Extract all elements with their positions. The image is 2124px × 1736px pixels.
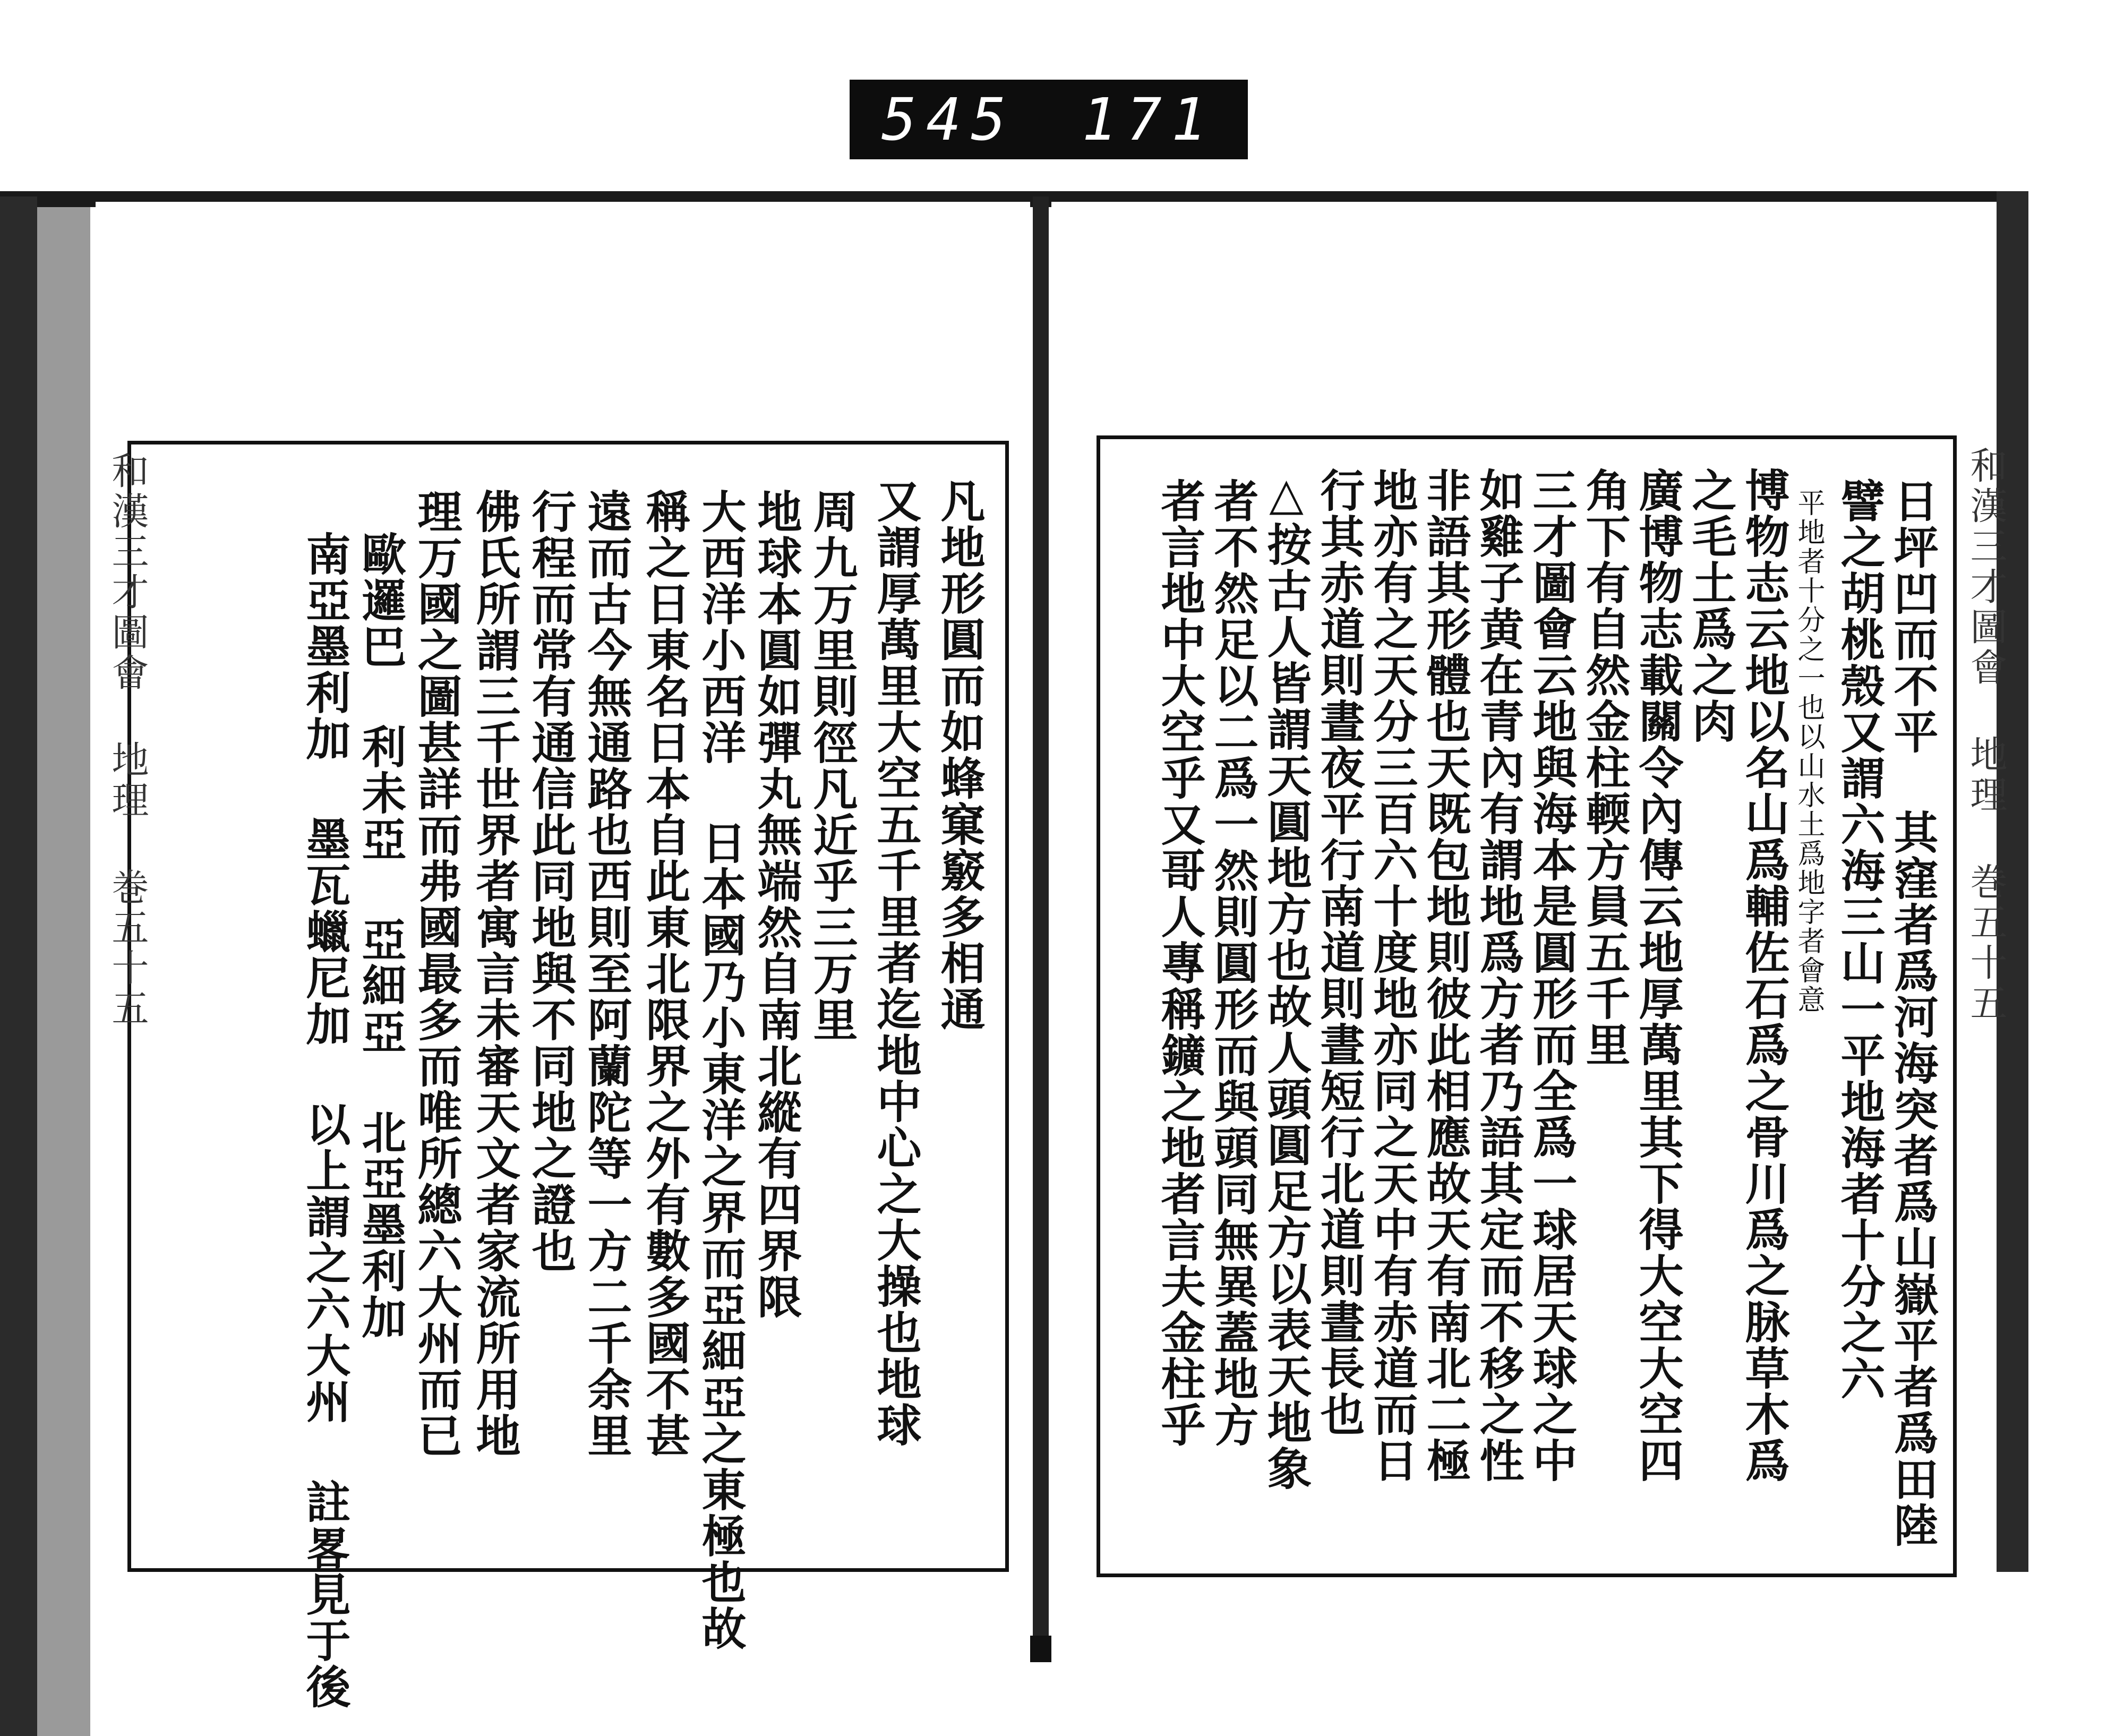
catalog-number-right: 171 — [1082, 85, 1216, 153]
right-col-15: 者言地中大空乎又哥人專稱鑛之地者言夫金柱乎 — [1154, 478, 1206, 1448]
left-page — [96, 202, 1030, 1710]
right-page-header: 和漢三才圖會 地理 巻五十五 — [1964, 446, 2008, 1024]
right-col-1: 日坪凹而不平 其窪者爲河海突者爲山嶽平者爲田陸 — [1887, 478, 1939, 1549]
right-page — [1051, 202, 2008, 1662]
left-col-1: 凡地形圓而如蜂窠竅多相通 — [933, 478, 986, 1032]
right-col-12: 行其赤道則晝夜平行南道則晝短行北道則晝長也 — [1313, 467, 1366, 1438]
right-col-4: 博物志云地以名山爲輔佐石爲之骨川爲之脉草木爲 — [1738, 467, 1791, 1484]
left-col-3: 周九万里則徑凡近乎三万里 — [806, 489, 859, 1043]
right-col-9: 如雞子黄在青內有謂地爲方者乃語其定而不移之性 — [1472, 467, 1525, 1484]
catalog-number-left: 545 — [881, 85, 1016, 153]
left-col-6: 稱之日東名日本自此東北限界之外有數多國不甚 — [639, 489, 691, 1459]
right-col-5: 之毛土爲之肉 — [1685, 467, 1737, 745]
left-col-10: 理万國之圖甚詳而弗國最多而唯所總六大州而已 — [410, 489, 463, 1459]
right-col-10: 非語其形體也天既包地則彼此相應故天有南北二極 — [1419, 467, 1472, 1484]
left-col-7: 遠而古今無通路也西則至阿蘭陀等一方二千余里 — [580, 489, 633, 1459]
left-col-11: 歐邏巴 利未亞 亞細亞 北亞墨利加 — [355, 531, 407, 1340]
right-col-7: 角下有自然金柱輭方員五千里 — [1579, 467, 1631, 1068]
left-col-8: 行程而常有通信此同地與不同地之證也 — [525, 489, 577, 1274]
right-col-11: 地亦有之天分三百六十度地亦同之天中有赤道而日 — [1366, 467, 1419, 1484]
left-col-12: 南亞墨利加 墨瓦蠟尼加 以上謂之六大州 註畧見于後 — [299, 531, 352, 1710]
right-col-6: 廣博物志載關令內傳云地厚萬里其下得大空大空四 — [1632, 467, 1684, 1484]
left-col-4: 地球本圓如彈丸無端然自南北縱有四界限 — [750, 489, 803, 1320]
right-col-3: 平地者十分之一也以山水土爲地字者會意 — [1793, 489, 1825, 1014]
right-col-8: 三才圖會云地與海本是圓形而全爲一球居天球之中 — [1526, 467, 1578, 1484]
catalog-label — [850, 80, 1248, 159]
right-col-14: 者不然足以二爲一然則圓形而與頭同無異蓋地方 — [1207, 478, 1260, 1448]
left-col-5: 大西洋小西洋 日本國乃小東洋之界而亞細亞之東極也故 — [695, 489, 747, 1652]
right-col-2: 譬之胡桃殼又謂六海三山一平地海者十分之六 — [1834, 478, 1886, 1402]
left-col-2: 又謂厚萬里大空五千里者迄地中心之大操也地球 — [870, 478, 922, 1448]
right-col-13: △按古人皆謂天圓地方也故人頭圓足方以表天地象 — [1260, 467, 1313, 1492]
left-col-9: 佛氏所謂三千世界者寓言未審天文者家流所用地 — [469, 489, 521, 1459]
left-page-header: 和漢三才圖會 地理 巻五十五 — [106, 451, 149, 1029]
